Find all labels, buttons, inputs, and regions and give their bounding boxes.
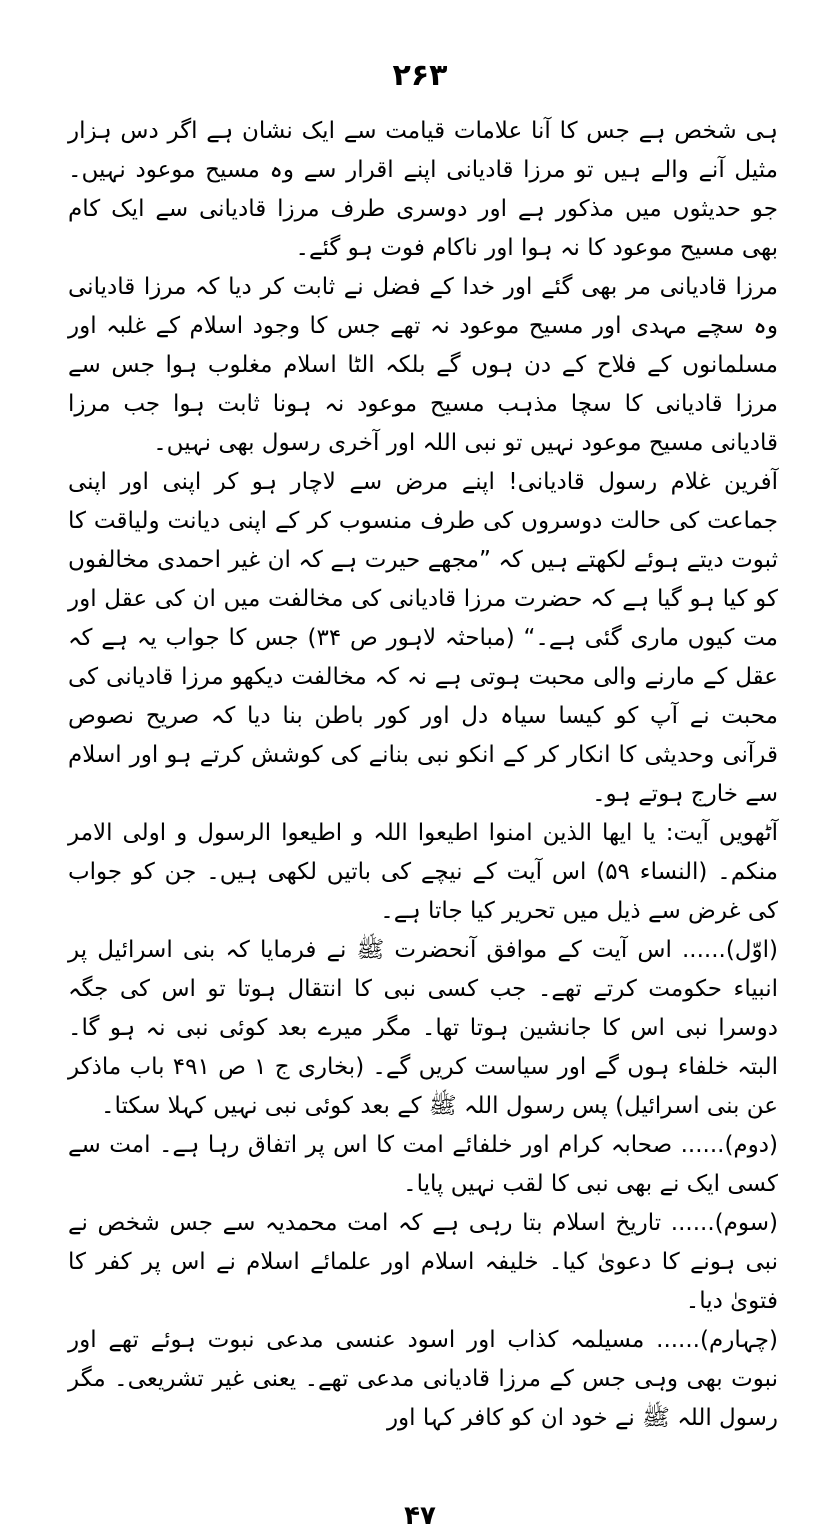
paragraph-masih-maud: ہی شخص ہے جس کا آنا علامات قیامت سے ایک نشان ہے اگر دس ہزار مثیل آنے والے ہیں تو مرزا قادیانی اپنے اقرار سے وہ مسیح موعود نہیں۔ جو حدیثوں میں مذکور ہے اور دوسری طرف مرزا قادیانی سے ایک کام بھی مسیح موعود کا نہ ہوا اور ناکام فوت ہو گئے۔ — [68, 118, 778, 261]
footer-folio-number: ۴۷ — [404, 1501, 436, 1531]
paragraph-fourth-point: (چہارم)...... مسیلمہ کذاب اور اسود عنسی مدعی نبوت ہوئے تھے اور نبوت بھی وہی جس کے مرزا قادیانی مدعی تھے۔ یعنی غیر تشریعی۔ مگر رسول اللہ ﷺ نے خود ان کو کافر کہا اور — [68, 1327, 778, 1431]
paragraph-first-point: (اوّل)...... اس آیت کے موافق آنحضرت ﷺ نے فرمایا کہ بنی اسرائیل پر انبیاء حکومت کرتے تھے۔ جب کسی نبی کا انتقال ہوتا تو اس کی جگہ دوسرا نبی اس کا جانشین ہوتا تھا۔ مگر میرے بعد کوئی نبی نہ ہو گا۔ البتہ خلفاء ہوں گے اور سیاست کریں گے۔ (بخاری ج ۱ ص ۴۹۱ باب ماذکر عن بنی اسرائیل) پس رسول اللہ ﷺ کے بعد کوئی نبی نہیں کہلا سکتا۔ — [68, 937, 778, 1119]
paragraph-death: مرزا قادیانی مر بھی گئے اور خدا کے فضل نے ثابت کر دیا کہ مرزا قادیانی وہ سچے مہدی اور مسیح موعود نہ تھے جس کا وجود اسلام کے غلبہ اور مسلمانوں کے فلاح کے دن ہوں گے بلکہ الٹا اسلام مغلوب ہوا جس سے مرزا قادیانی کا سچا مذہب مسیح موعود نہ ہونا ثابت ہوا جب مرزا قادیانی مسیح موعود نہیں تو نبی اللہ اور آخری رسول بھی نہیں۔ — [68, 274, 778, 456]
paragraph-eighth-verse: آٹھویں آیت: یا ایھا الذین امنوا اطیعوا اللہ و اطیعوا الرسول و اولی الامر منکم۔ (النساء ۵۹) اس آیت کے نیچے کی باتیں لکھی ہیں۔ جن کو جواب کی غرض سے ذیل میں تحریر کیا جاتا ہے۔ — [68, 820, 778, 924]
body-text — [68, 112, 778, 1438]
paragraph-third-point: (سوم)...... تاریخ اسلام بتا رہی ہے کہ امت محمدیہ سے جس شخص نے نبی ہونے کا دعویٰ کیا۔ خلیفہ اسلام اور علمائے اسلام نے اس پر کفر کا فتویٰ دیا۔ — [68, 1210, 778, 1314]
paragraph-second-point: (دوم)...... صحابہ کرام اور خلفائے امت کا اس پر اتفاق رہا ہے۔ امت سے کسی ایک نے بھی نبی کا لقب نہیں پایا۔ — [68, 1132, 778, 1197]
paragraph-ghulam-rasool: آفرین غلام رسول قادیانی! اپنے مرض سے لاچار ہو کر اپنی اور اپنی جماعت کی حالت دوسروں کی طرف منسوب کر کے اپنی دیانت ولیاقت کا ثبوت دیتے ہوئے لکھتے ہیں کہ ”مجھے حیرت ہے کہ ان غیر احمدی مخالفوں کو کیا ہو گیا ہے کہ حضرت مرزا قادیانی کی مخالفت میں ان کی عقل اور مت کیوں ماری گئی ہے۔“ (مباحثہ لاہور ص ۳۴) جس کا جواب یہ ہے کہ عقل کے مارنے والی محبت ہوتی ہے نہ کہ مخالفت دیکھو مرزا قادیانی کی محبت نے آپ کو کیسا سیاہ دل اور کور باطن بنا دیا کہ صریح نصوص قرآنی وحدیثی کا انکار کر کے انکو نبی بنانے کی کوشش کرتے ہو اور اسلام سے خارج ہوتے ہو۔ — [68, 469, 778, 807]
page-number: ۲۶۳ — [392, 58, 448, 93]
